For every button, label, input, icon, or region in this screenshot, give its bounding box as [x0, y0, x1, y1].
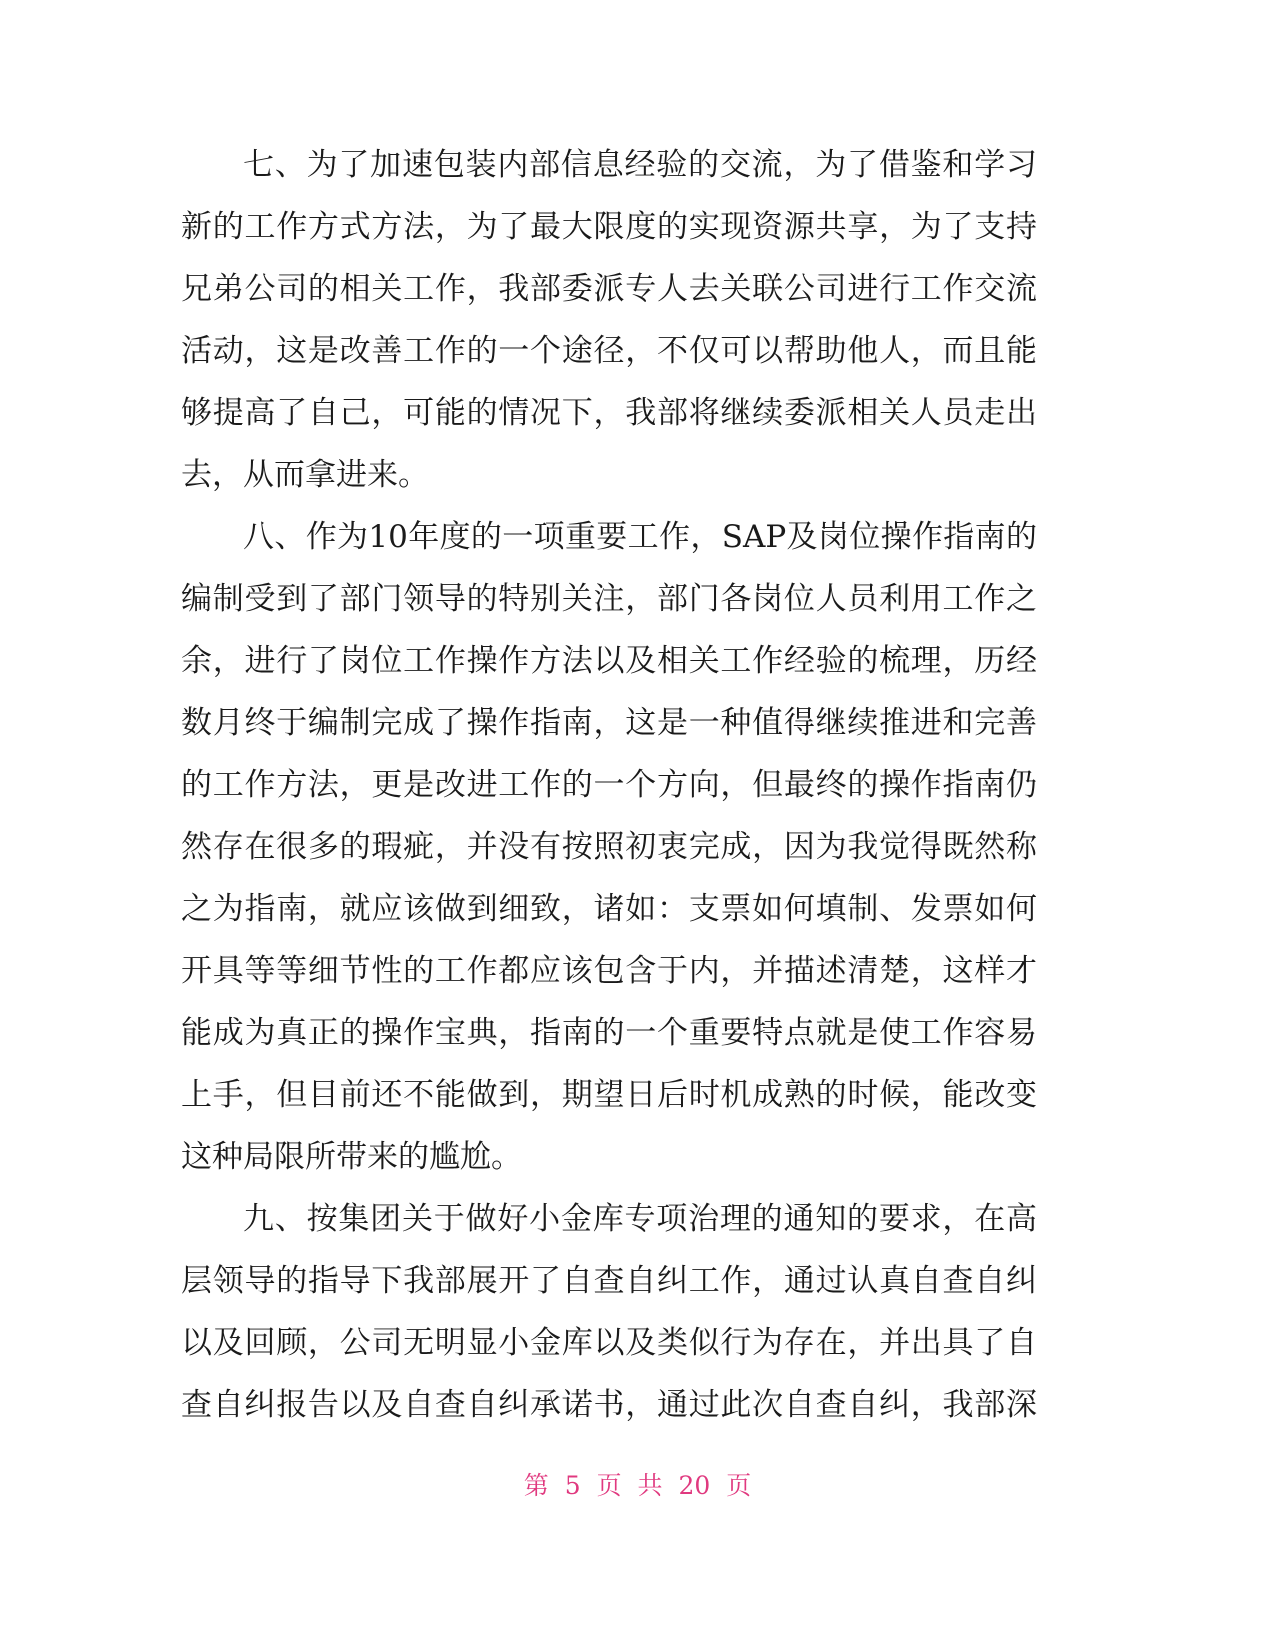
text-line: 够提高了自己，可能的情况下，我部将继续委派相关人员走出 [181, 395, 1037, 431]
text-line: 数月终于编制完成了操作指南，这是一种值得继续推进和完善 [181, 705, 1037, 741]
text-line: 能成为真正的操作宝典，指南的一个重要特点就是使工作容易 [181, 1015, 1037, 1051]
text-line: 开具等等细节性的工作都应该包含于内，并描述清楚，这样才 [181, 953, 1037, 989]
text-line: 编制受到了部门领导的特别关注，部门各岗位人员利用工作之 [181, 581, 1037, 617]
paragraph-seven [181, 134, 1037, 506]
text-line: 层领导的指导下我部展开了自查自纠工作，通过认真自查自纠 [181, 1263, 1037, 1299]
page-number-footer: 第 5 页 共 20 页 [523, 1471, 752, 1500]
text-line: 九、按集团关于做好小金库专项治理的通知的要求，在高 [243, 1201, 1037, 1237]
text-line: 然存在很多的瑕疵，并没有按照初衷完成，因为我觉得既然称 [181, 829, 1037, 865]
text-line: 之为指南，就应该做到细致，诸如：支票如何填制、发票如何 [181, 891, 1037, 927]
text-line: 活动，这是改善工作的一个途径，不仅可以帮助他人，而且能 [181, 333, 1037, 369]
text-line: 的工作方法，更是改进工作的一个方向，但最终的操作指南仍 [181, 767, 1037, 803]
text-line: 八、作为10年度的一项重要工作，SAP及岗位操作指南的 [243, 519, 1037, 555]
text-line: 余，进行了岗位工作操作方法以及相关工作经验的梳理，历经 [181, 643, 1037, 679]
paragraph-nine [181, 1188, 1037, 1436]
text-line: 这种局限所带来的尴尬。 [181, 1139, 522, 1175]
paragraph-eight [181, 506, 1037, 1188]
text-line: 上手，但目前还不能做到，期望日后时机成熟的时候，能改变 [181, 1077, 1037, 1113]
text-line: 兄弟公司的相关工作，我部委派专人去关联公司进行工作交流 [181, 271, 1037, 307]
document-body [181, 134, 1037, 1436]
text-line: 去，从而拿进来。 [181, 457, 429, 493]
text-line: 七、为了加速包装内部信息经验的交流，为了借鉴和学习 [243, 147, 1037, 183]
text-line: 新的工作方式方法，为了最大限度的实现资源共享，为了支持 [181, 209, 1037, 245]
text-line: 以及回顾，公司无明显小金库以及类似行为存在，并出具了自 [181, 1325, 1037, 1361]
text-line: 查自纠报告以及自查自纠承诺书，通过此次自查自纠，我部深 [181, 1387, 1037, 1423]
